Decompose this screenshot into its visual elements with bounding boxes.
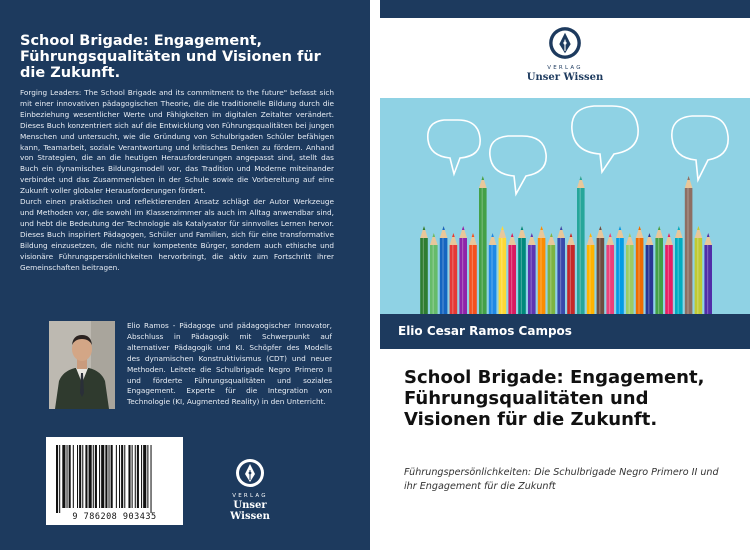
barcode-icon [46,437,183,513]
back-publisher-verlag: VERLAG [232,493,268,499]
pencil [420,226,428,314]
barcode-bar [105,445,107,508]
pencil [587,233,595,314]
author-photo [49,321,115,409]
barcode-bar [151,445,152,513]
back-cover [0,0,370,550]
barcode-bar [101,445,104,508]
pencil [518,226,526,314]
fountain-pen-nib-icon [548,26,582,60]
pencil [567,233,575,314]
pencil [528,233,536,314]
barcode-bar [147,445,148,508]
pencil-row [420,176,712,314]
back-cover-blurb [20,88,334,273]
barcode-bar [135,445,136,508]
barcode-bar [124,445,125,508]
front-cover [380,0,750,550]
barcode-bar [128,445,130,508]
pencil [489,233,497,314]
pencil [675,226,683,314]
author-bio: Elio Ramos - Pädagoge und pädagogischer Innovator, Abschluss in Pädagogik mit Schwerpunkt auf alternativer Pädagogik und KI. Schöpfer des Modells des dynamischen Konstruktivismus (CDT) und neuer Methoden. Leitete die Schulbrigade Negro Primero II und förderte Führungsqualitäten und soziales Engagement. Experte für die Integration von Technologie (KI, Augmented Reality) in den Unterricht. [127,321,332,407]
barcode-bar [116,445,117,508]
front-subtitle: Führungspersönlichkeiten: Die Schulbrigade Negro Primero II und ihr Engagement für die Zukunft [404,467,719,492]
pencil [469,233,477,314]
pencil [459,226,467,314]
barcode-bar [79,445,81,508]
barcode-bar [143,445,146,508]
pencil [440,226,448,314]
barcode-bar [89,445,92,508]
barcode-bar [93,445,94,508]
front-title: School Brigade: Engagement, Führungsqualitäten und Visionen für die Zukunft. [404,367,705,430]
pencil [450,233,458,314]
barcode-bar [56,445,58,513]
blurb-paragraph-2: Durch einen praktischen und reflektierenden Ansatz schlägt der Autor Werkzeuge und Methoden vor, die sowohl im Klassenzimmer als auch im Alltag anwendbar sind, und hebt die Bedeutung der Technologie als Katalysator für sinnvolles Lernen hervor. Dieses Buch inspiriert Pädagogen, Schüler und Familien, sich für eine transformative Bildung einzusetzen, die nicht nur kompetente Bürger, sondern auch ethische und visionäre Führungspersönlichkeiten hervorbringt, die aktiv zum Fortschritt ihrer Gemeinschaften beitragen. [20,197,334,272]
pencil [704,233,712,314]
pencil [616,226,624,314]
barcode-bar [62,445,65,508]
pencil [548,233,556,314]
blurb-paragraph-1: Forging Leaders: The School Brigade and its commitment to the future" befasst sich mit einer innovativen pädagogischen Theorie, die die traditionelle Bildung durch die Einbeziehung wesentlicher Werte und Fähigkeiten im digitalen Zeitalter verändert. Dieses Buch konzentriert sich auf die Entwicklung von Führungsqualitäten bei jungen Menschen und untersucht, wie die Gründung von Schulbrigaden Schüler befähigen kann, Teamarbeit, soziale Verantwortung und kritisches Denken zu fördern. Anhand von Strategien, die an die heutigen Herausforderungen angepasst sind, stellt das Buch ein dynamisches Bildungsmodell vor, das Tradition und Moderne miteinander verbindet und das Zusammenleben in der Schule sowie die Vorbereitung auf eine Zukunft voller globaler Herausforderungen fördert. [20,88,334,196]
back-cover-title: School Brigade: Engagement, Führungsqualitäten und Visionen für die Zukunft. [20,33,321,81]
front-publisher-name: Unser Wissen [526,72,604,83]
barcode-bar [121,445,123,508]
fountain-pen-nib-icon [235,458,265,488]
barcode-bar [67,445,68,508]
cover-illustration [380,98,750,314]
author-portrait-icon [49,321,115,409]
barcode-bar [111,445,113,508]
barcode-bar [69,445,71,508]
pencil [430,233,438,314]
barcode-bar [95,445,97,508]
barcode-bar [132,445,133,508]
pencil [499,226,507,314]
front-author-name: Elio Cesar Ramos Campos [398,324,572,338]
barcode-bar [73,445,74,508]
pencil [508,233,516,314]
pencil [636,226,644,314]
author-bar [380,314,750,349]
colored-pencils-speech-bubbles-image [380,98,750,314]
front-publisher-verlag: VERLAG [547,65,583,71]
barcode-bar [82,445,83,508]
pencil [606,233,614,314]
barcode-bar [85,445,87,508]
pencil [557,226,565,314]
isbn-number: 9 786208 903435 [72,512,157,522]
back-publisher-logo [215,458,285,522]
pencil [685,176,693,314]
isbn-barcode [46,437,183,525]
pencil [597,226,605,314]
pencil [626,233,634,314]
pencil [646,233,654,314]
front-top-bar [380,0,750,18]
back-publisher-name: Unser Wissen [230,500,270,522]
barcode-bar [141,445,142,508]
pencil [665,233,673,314]
pencil [577,176,585,314]
barcode-bar [59,445,60,513]
barcode-bar [119,445,120,508]
barcode-bar [109,445,110,508]
pencil [695,226,703,314]
pencil [655,226,663,314]
barcode-bar [77,445,78,508]
barcode-bar [137,445,139,508]
front-publisher-logo [515,26,615,83]
pencil [479,176,487,314]
barcode-bar [99,445,100,508]
pencil [538,226,546,314]
speech-bubbles [428,106,728,194]
